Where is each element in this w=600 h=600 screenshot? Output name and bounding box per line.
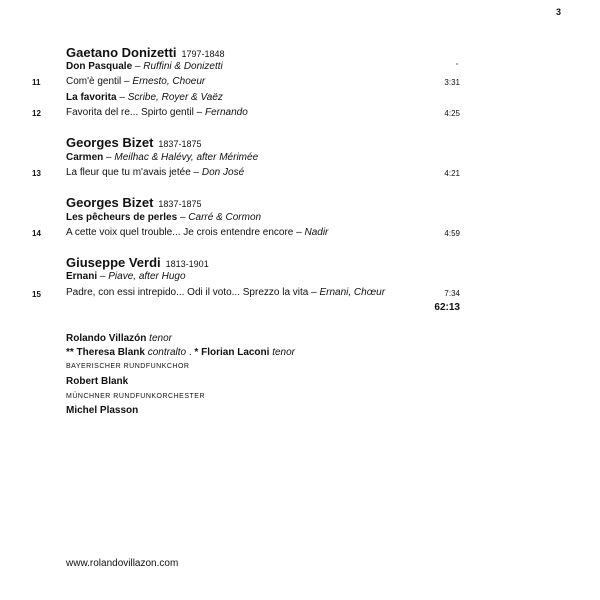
track-duration: 7:34 xyxy=(444,289,460,298)
opera-line: Ernani – Piave, after Hugo xyxy=(66,271,186,282)
opera-title: La favorita xyxy=(66,92,117,103)
opera-credit: Ruffini & Donizetti xyxy=(143,61,223,72)
track-number: 12 xyxy=(32,109,41,118)
chorus-name: BAYERISCHER RUNDFUNKCHOR xyxy=(66,363,190,370)
conductor xyxy=(66,405,138,416)
performer-role: tenor xyxy=(149,333,172,344)
opera-credit: Carré & Cormon xyxy=(188,212,262,223)
composer-dates: 1837-1875 xyxy=(158,199,202,209)
aria-text: La fleur que tu m'avais jetée xyxy=(66,167,191,178)
opera-credit: Piave, after Hugo xyxy=(108,271,186,282)
separator: . xyxy=(188,347,192,358)
aria-line: Favorita del re... Spirto gentil – Fernando xyxy=(66,107,248,118)
opera-credit: Scribe, Royer & Vaëz xyxy=(127,92,223,103)
aria-line: La fleur que tu m'avais jetée – Don José xyxy=(66,167,245,178)
opera-line: Carmen – Meilhac & Halévy, after Mérimée xyxy=(66,152,259,163)
chorus-director xyxy=(66,376,128,387)
composer-name: Gaetano Donizetti xyxy=(66,45,177,60)
composer-name: Georges Bizet xyxy=(66,195,154,210)
opera-credit: Meilhac & Halévy, after Mérimée xyxy=(114,152,259,163)
conductor-name: Michel Plasson xyxy=(66,405,139,416)
performer-role: contralto xyxy=(147,347,187,358)
composer-heading xyxy=(66,45,225,60)
composer-heading xyxy=(66,195,201,210)
track-duration: 4:59 xyxy=(444,229,460,238)
track-number: 15 xyxy=(32,290,41,299)
aria-line: Com'è gentil – Ernesto, Choeur xyxy=(66,76,206,87)
performer-role: tenor xyxy=(272,347,296,358)
performer-guests xyxy=(66,347,295,358)
aria-text: Favorita del re... Spirto gentil xyxy=(66,107,194,118)
opera-title: Ernani xyxy=(66,271,98,282)
composer-dates: 1837-1875 xyxy=(158,139,202,149)
composer-heading xyxy=(66,255,209,270)
aria-text: Padre, con essi intrepido... Odi il voto... Sprezzo la vita xyxy=(66,287,309,298)
total-time: 62:13 xyxy=(434,302,460,313)
composer-name: Georges Bizet xyxy=(66,135,154,150)
opera-title: Carmen xyxy=(66,152,104,163)
performer-name: ** Theresa Blank xyxy=(66,347,145,358)
composer-heading xyxy=(66,135,201,150)
opera-title: Don Pasquale xyxy=(66,61,133,72)
track-number: 13 xyxy=(32,169,41,178)
track-number: 11 xyxy=(32,78,41,87)
aria-text: A cette voix quel trouble... Je crois entendre encore xyxy=(66,227,294,238)
aria-role: Don José xyxy=(201,167,245,178)
website-link[interactable]: www.rolandovillazon.com xyxy=(66,558,179,569)
composer-dates: 1813-1901 xyxy=(165,259,209,269)
composer-name: Giuseppe Verdi xyxy=(66,255,161,270)
opera-title: Les pêcheurs de perles xyxy=(66,212,178,223)
opera-line: La favorita – Scribe, Royer & Vaëz xyxy=(66,92,223,103)
opera-line: Don Pasquale – Ruffini & Donizetti xyxy=(66,61,223,72)
decorative-dot xyxy=(456,63,458,65)
aria-role: Ernani, Chœur xyxy=(319,287,386,298)
opera-line: Les pêcheurs de perles – Carré & Cormon xyxy=(66,212,262,223)
director-name: Robert Blank xyxy=(66,376,129,387)
track-duration: 4:25 xyxy=(444,109,460,118)
aria-line: Padre, con essi intrepido... Odi il voto... Sprezzo la vita – Ernani, Chœur xyxy=(66,287,386,298)
orchestra-name: MÜNCHNER RUNDFUNKORCHESTER xyxy=(66,393,205,400)
page-number: 3 xyxy=(556,7,562,17)
composer-dates: 1797-1848 xyxy=(181,49,225,59)
track-duration: 3:31 xyxy=(444,78,460,87)
aria-role: Nadir xyxy=(304,227,329,238)
aria-role: Ernesto, Choeur xyxy=(132,76,206,87)
performer-tenor xyxy=(66,333,172,344)
track-duration: 4:21 xyxy=(444,169,460,178)
performer-name: Rolando Villazón xyxy=(66,333,147,344)
aria-text: Com'è gentil xyxy=(66,76,122,87)
aria-role: Fernando xyxy=(204,107,248,118)
aria-line: A cette voix quel trouble... Je crois entendre encore – Nadir xyxy=(66,227,329,238)
performer-name: * Florian Laconi xyxy=(194,347,270,358)
track-number: 14 xyxy=(32,229,41,238)
